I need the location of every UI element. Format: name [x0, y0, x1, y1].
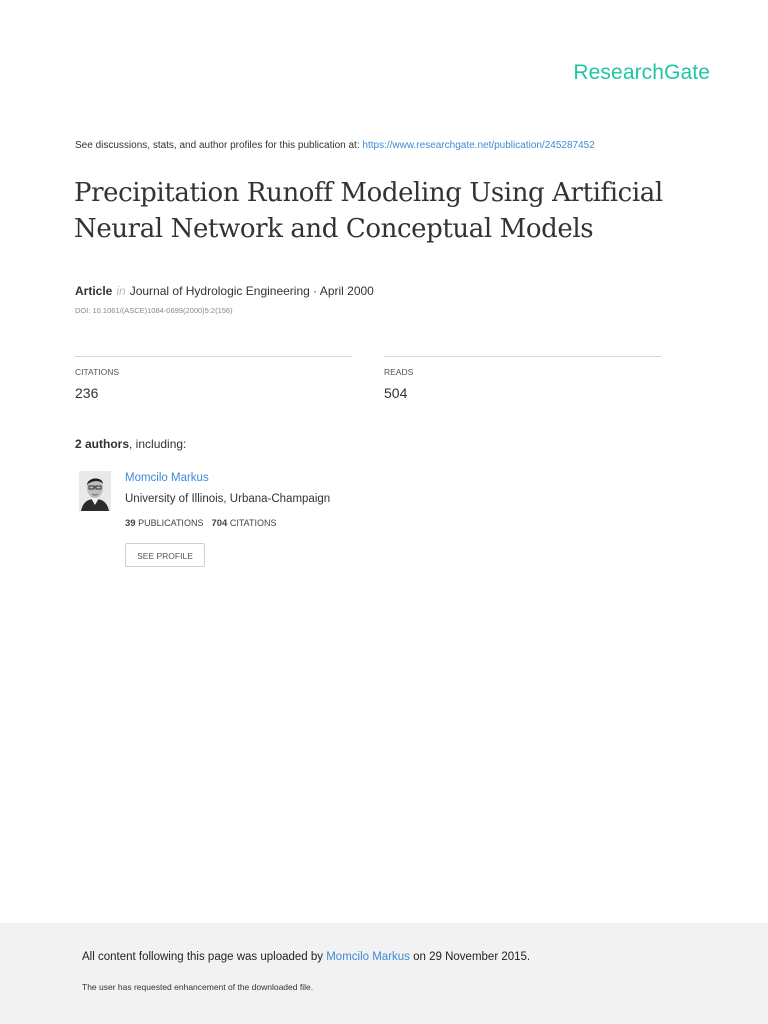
author-publications-label: PUBLICATIONS [138, 518, 204, 528]
author-citations-count: 704 [211, 518, 228, 529]
authors-count: 2 authors [75, 437, 130, 451]
publication-type: Article [75, 284, 113, 298]
enhancement-note: The user has requested enhancement of the downloaded file. [82, 982, 314, 992]
discussion-line [75, 140, 595, 151]
citations-label: CITATIONS [75, 367, 120, 377]
author-publications-count: 39 [125, 518, 136, 529]
publication-title [74, 175, 714, 247]
publication-url-link[interactable]: https://www.researchgate.net/publication/245287452 [362, 140, 595, 151]
see-profile-button[interactable]: SEE PROFILE [125, 543, 205, 567]
doi: DOI: 10.1061/(ASCE)1084-0699(2000)5:2(156) [75, 306, 233, 315]
upload-notice [82, 951, 530, 963]
journal-name: Journal of Hydrologic Engineering · April 2000 [129, 284, 374, 298]
citations-value: 236 [75, 385, 99, 401]
authors-including: , including: [129, 437, 187, 451]
author-stats [125, 518, 277, 529]
author-name-link[interactable]: Momcilo Markus [125, 472, 209, 484]
researchgate-logo[interactable]: ResearchGate [573, 61, 710, 84]
reads-divider [384, 356, 661, 357]
in-word: in [116, 284, 126, 298]
upload-suffix: on 29 November 2015. [409, 951, 531, 963]
citations-divider [75, 356, 352, 357]
discussion-text: See discussions, stats, and author profiles for this publication at: [75, 140, 363, 151]
reads-value: 504 [384, 385, 408, 401]
upload-prefix: All content following this page was uploaded by [82, 951, 327, 963]
title-line-1: Precipitation Runoff Modeling Using Artificial [74, 178, 663, 208]
uploader-link[interactable]: Momcilo Markus [326, 951, 410, 963]
reads-label: READS [384, 367, 414, 377]
publication-meta [75, 284, 374, 298]
footer [0, 923, 768, 1024]
author-photo-icon[interactable] [79, 471, 111, 511]
author-institution: University of Illinois, Urbana-Champaign [125, 493, 331, 505]
title-line-2: Neural Network and Conceptual Models [74, 214, 594, 244]
author-citations-label: CITATIONS [229, 518, 277, 528]
authors-heading [75, 437, 186, 451]
